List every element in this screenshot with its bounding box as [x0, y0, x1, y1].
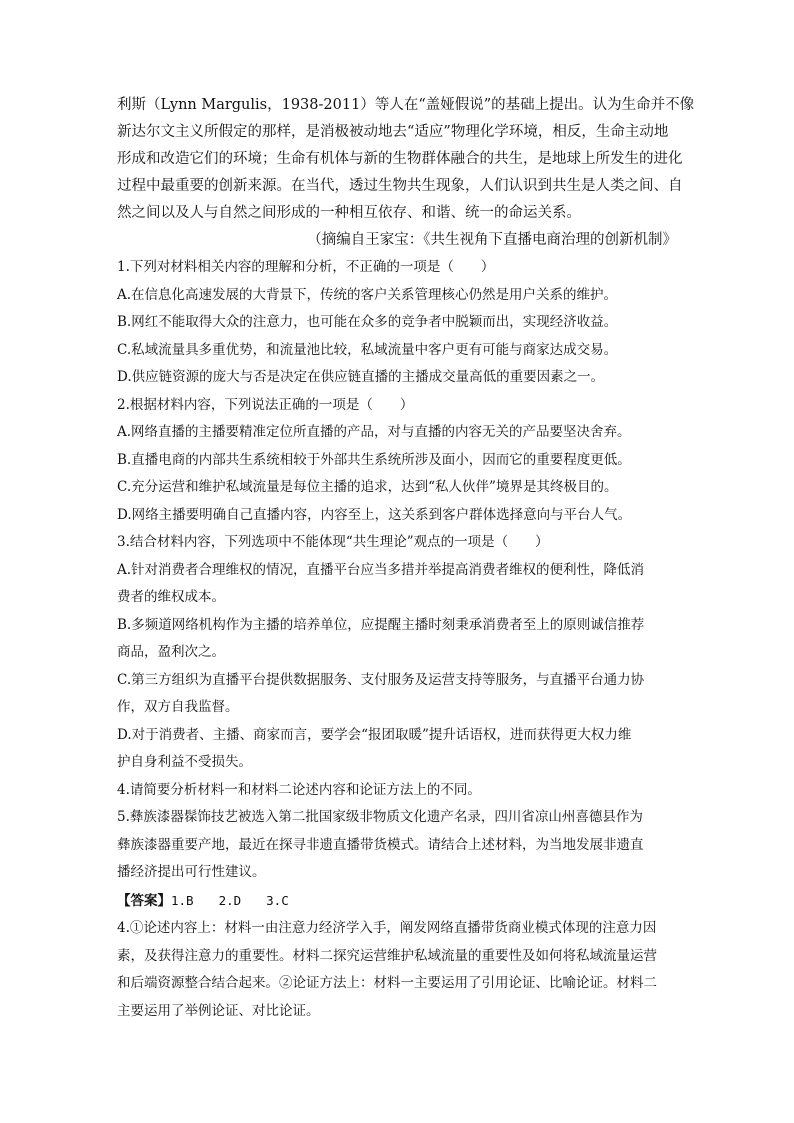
question-4 [117, 777, 677, 805]
passage-source: （摘编自王家宝：《共生视角下直播电商治理的创新机制》 [307, 232, 677, 248]
option-b: B.多频道网络机构作为主播的培养单位，应提醒主播时刻秉承消费者至上的原则诚信推荐 [117, 616, 645, 633]
passage [117, 92, 695, 227]
answer-label: 【答案】 [117, 892, 171, 909]
option-b-cont: 商品，盈利次之。 [117, 644, 225, 660]
question-line: 彝族漆器重要产地，最近在探寻非遗直播带货模式。请结合上述材料，为当地发展非遗直 [117, 836, 644, 853]
option-a: A.针对消费者合理维权的情况，直播平台应当多措并举提高消费者维权的便利性，降低消 [117, 561, 645, 578]
question-3 [117, 529, 677, 777]
option-a: A.网络直播的主播要精准定位所直播的产品，对与直播的内容无关的产品要坚决舍弃。 [117, 424, 631, 440]
option-a-cont: 费者的维权成本。 [117, 589, 225, 605]
option-d: D.网络主播要明确自己直播内容，内容至上，这关系到客户群体选择意向与平台人气。 [117, 506, 632, 523]
question-stem: 4.请简要分析材料一和材料二论述内容和论证方法上的不同。 [117, 781, 481, 798]
document-body [117, 92, 695, 1025]
question-5 [117, 804, 677, 887]
answer-line: 素，及获得注意力的重要性。材料二探究运营维护私域流量的重要性及如何将私域流量运营 [117, 947, 657, 964]
option-d: D.对于消费者、主播、商家而言，要学会“报团取暖”提升话语权，进而获得更大权力维 [117, 726, 632, 743]
option-b: B.网红不能取得大众的注意力，也可能在众多的竞争者中脱颖而出，实现经济收益。 [117, 314, 618, 330]
option-d-cont: 护自身利益不受损失。 [117, 754, 252, 770]
passage-line: 新达尔文主义所假定的那样，是消极被动地去“适应”物理化学环境，相反，生命主动地 [117, 124, 669, 140]
answer-line [117, 887, 677, 916]
answer-text: 1.B 2.D 3.C [171, 892, 289, 908]
option-a: A.在信息化高速发展的大背景下，传统的客户关系管理核心仍然是用户关系的维护。 [117, 286, 618, 303]
option-d: D.供应链资源的庞大与否是决定在供应链直播的主播成交量高低的重要因素之一。 [117, 369, 605, 385]
option-c-cont: 作，双方自我监督。 [117, 699, 239, 715]
question-stem: 3.结合材料内容，下列选项中不能体现“共生理论”观点的一项是（ ） [117, 534, 549, 550]
passage-line: 利斯（Lynn Margulis，1938-2011）等人在“盖娅假说”的基础上提出。认为生命并不像 [117, 97, 695, 113]
option-c: C.第三方组织为直播平台提供数据服务、支付服务及运营支持等服务，与直播平台通力协 [117, 671, 645, 688]
answer-4 [117, 915, 677, 1025]
answer-key [117, 887, 677, 916]
passage-line: 过程中最重要的创新来源。在当代，透过生物共生现象，人们认识到共生是人类之间、自 [117, 178, 683, 194]
option-c: C.私域流量具多重优势，和流量池比较，私域流量中客户更有可能与商家达成交易。 [117, 341, 618, 358]
answer-line: 4.①论述内容上：材料一由注意力经济学入手，阐发网络直播带货商业模式体现的注意力因 [117, 920, 657, 936]
option-c: C.充分运营和维护私域流量是每位主播的追求，达到“私人伙伴”境界是其终极目的。 [117, 479, 618, 495]
passage-line: 形成和改造它们的环境；生命有机体与新的生物群体融合的共生，是地球上所发生的进化 [117, 151, 683, 167]
passage-line: 然之间以及人与自然之间形成的一种相互依存、和谐、统一的命运关系。 [117, 205, 581, 221]
question-1 [117, 254, 677, 392]
question-line: 5.彝族漆器髹饰技艺被选入第二批国家级非物质文化遗产名录，四川省凉山州喜德县作为 [117, 809, 643, 825]
answer-line: 主要运用了举例论证、对比论证。 [117, 1002, 320, 1019]
question-stem: 2.根据材料内容，下列说法正确的一项是（ ） [117, 396, 414, 413]
answer-line: 和后端资源整合结合起来。②论证方法上：材料一主要运用了引用论证、比喻论证。材料二 [117, 975, 657, 991]
option-b: B.直播电商的内部共生系统相较于外部共生系统所涉及面小，因而它的重要程度更低。 [117, 451, 631, 468]
question-line: 播经济提出可行性建议。 [117, 864, 266, 880]
question-stem: 1.下列对材料相关内容的理解和分析，不正确的一项是（ ） [117, 259, 495, 275]
question-2 [117, 392, 677, 530]
